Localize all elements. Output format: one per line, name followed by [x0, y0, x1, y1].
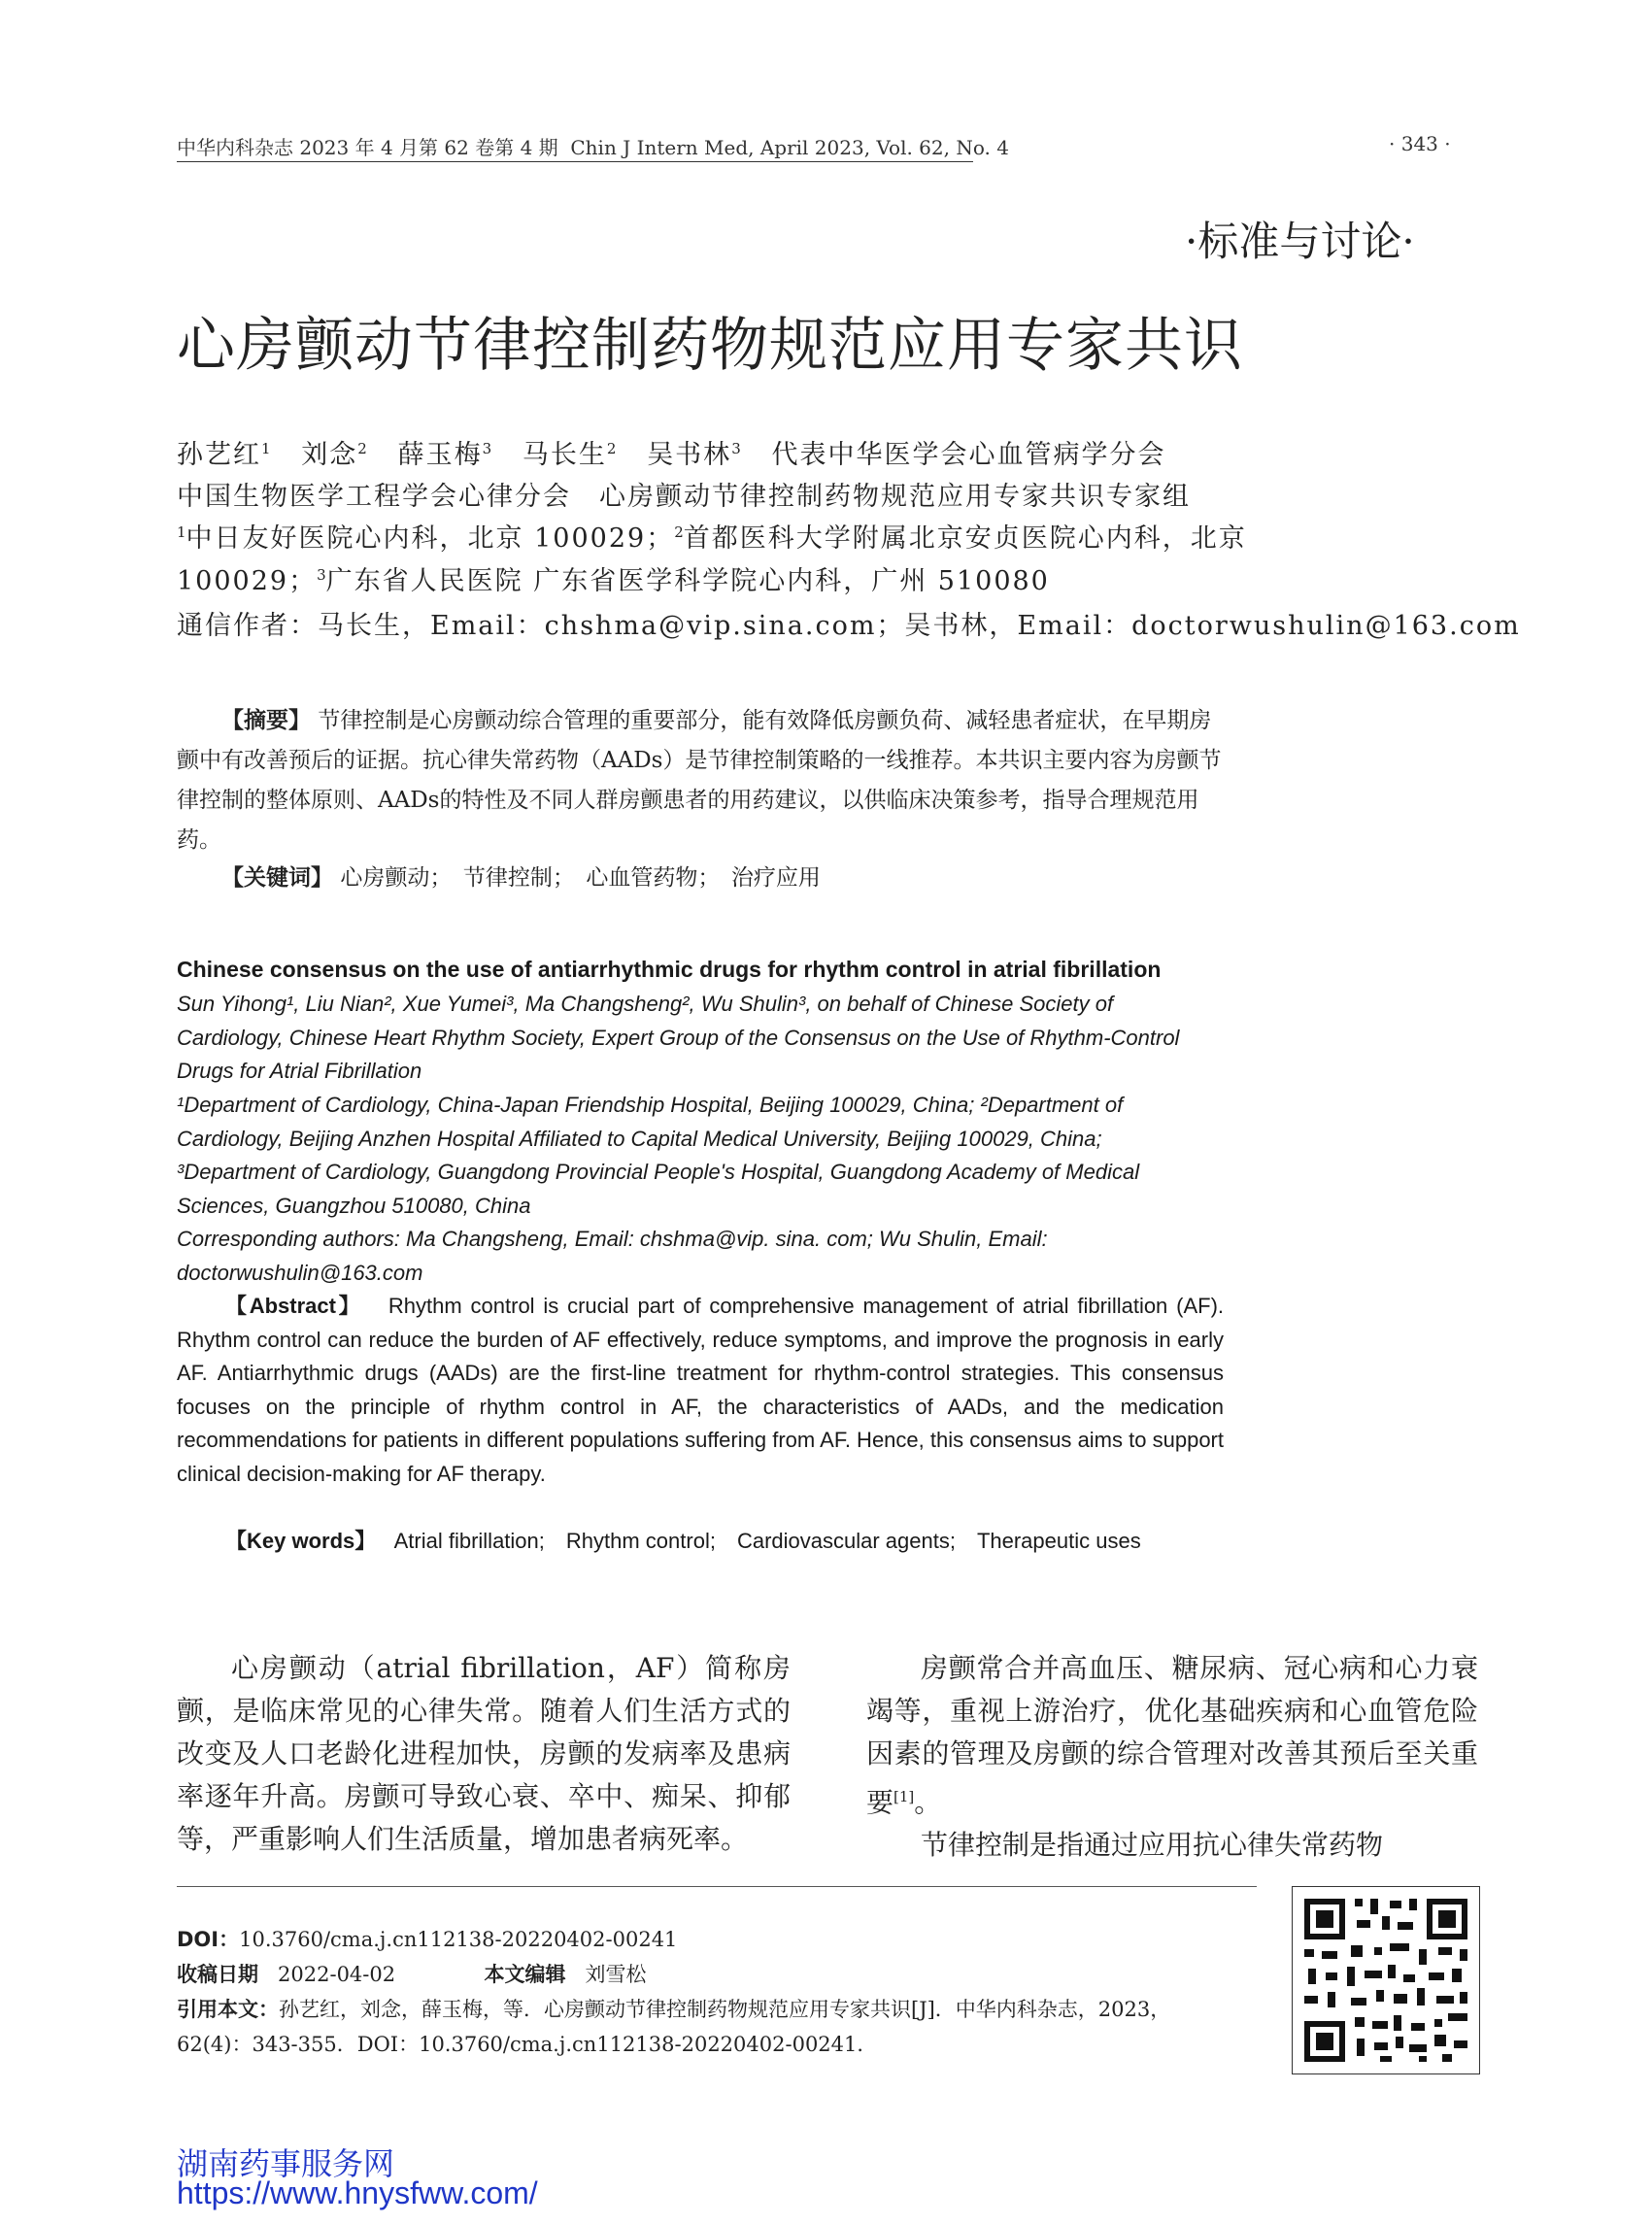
corresponding-cn: 通信作者：马长生，Email：chshma@vip.sina.com；吴书林，Email：doctorwushulin@163.com: [177, 611, 1521, 641]
doi-link[interactable]: 10.3760/cma.j.cn112138-20220402-00241: [239, 1928, 678, 1951]
watermark-site: 湖南药事服务网: [177, 2146, 395, 2181]
keywords-label: 【关键词】: [221, 865, 333, 891]
page-number: · 343 ·: [1389, 132, 1451, 155]
keywords-cn: [177, 859, 1226, 898]
abstract-cn: [177, 701, 1226, 860]
journal-en: Chin J Intern Med, April 2023, Vol. 62, No. 4: [570, 136, 1009, 159]
column-tag: ·标准与讨论·: [1185, 218, 1415, 265]
author-name: 薛玉梅: [397, 440, 483, 470]
abstract-label-en: 【Abstract】: [225, 1294, 363, 1318]
english-authors: Sun Yihong¹, Liu Nian², Xue Yumei³, Ma Changsheng², Wu Shulin³, on behalf of Chinese Society of Cardiology, Chinese Heart Rhythm Society, Expert Group of the Consensus on the Use of Rhythm-Control Drugs for Atrial Fibrillation: [177, 992, 1180, 1083]
body-column-left: [177, 1647, 791, 1861]
citation-line: 引用本文：孙艺红，刘念，薛玉梅，等．心房颤动节律控制药物规范应用专家共识[J]．中华内科杂志，2023，: [177, 1998, 1171, 2021]
english-title: Chinese consensus on the use of antiarrhythmic drugs for rhythm control in atrial fibrillation: [177, 957, 1162, 982]
abstract-text: 节律控制是心房颤动综合管理的重要部分，能有效降低房颤负荷、减轻患者症状，在早期房颤中有改善预后的证据。抗心律失常药物（AADs）是节律控制策略的一线推荐。本共识主要内容为房颤节律控制的整体原则、AADs的特性及不同人群房颤患者的用药建议，以供临床决策参考，指导合理规范用药。: [177, 708, 1222, 853]
paragraph: 心房颤动（atrial fibrillation，AF）简称房颤，是临床常见的心律失常。随着人们生活方式的改变及人口老龄化进程加快，房颤的发病率及患病率逐年升高。房颤可导致心衰、卒中、痴呆、抑郁等，严重影响人们生活质量，增加患者病死率。: [177, 1652, 791, 1855]
page-title: 心房颤动节律控制药物规范应用专家共识: [177, 312, 1243, 380]
footer-rule: [177, 1886, 1257, 1887]
author-name: 吴书林: [647, 440, 732, 470]
on-behalf: 代表中华医学会心血管病学分会: [771, 440, 1166, 470]
english-keywords: [177, 1525, 1224, 1559]
qr-code[interactable]: [1292, 1886, 1480, 2074]
body-column-right: [866, 1647, 1478, 1867]
author-name: 马长生: [522, 440, 607, 470]
paragraph: 节律控制是指通过应用抗心律失常药物: [921, 1829, 1384, 1862]
journal-cn: 中华内科杂志 2023 年 4 月第 62 卷第 4 期: [177, 136, 558, 159]
english-affiliations: ¹Department of Cardiology, China-Japan Friendship Hospital, Beijing 100029, China; ²Department of Cardiology, Beijing Anzhen Hospital Affiliated to Capital Medical University, Beijing 100029, China; ³Department of Cardiology, Guangdong Provincial People's Hospital, Guangdong Academy of Medical Sciences, Guangzhou 510080, China: [177, 1093, 1140, 1218]
english-corresponding: Corresponding authors: Ma Changsheng, Email: chshma@vip. sina. com; Wu Shulin, Email: doctorwushulin@163.com: [177, 1227, 1048, 1285]
affiliation-line: 100029；$^3$广东省人民医院 广东省医学科学院心内科，广州 510080: [177, 566, 1050, 596]
keywords-label-en: 【Key words】: [225, 1529, 377, 1553]
author-name: 孙艺红: [177, 440, 261, 470]
keywords-text-en: Atrial fibrillation; Rhythm control; Cardiovascular agents; Therapeutic uses: [393, 1529, 1141, 1553]
running-header: [177, 132, 1009, 160]
author-name: 刘念: [301, 440, 358, 470]
on-behalf-line: 中国生物医学工程学会心律分会 心房颤动节律控制药物规范应用专家共识专家组: [177, 482, 1191, 512]
qr-code-icon: [1293, 1887, 1479, 2073]
affiliation-line: $^1$中日友好医院心内科，北京 100029；$^2$首都医科大学附属北京安贞医院心内科，北京: [177, 523, 1247, 554]
watermark-url[interactable]: https://www.hnysfww.com/: [177, 2175, 538, 2210]
received-line: 收稿日期 2022-04-02 本文编辑 刘雪松: [177, 1963, 647, 1986]
keywords-text: 心房颤动； 节律控制； 心血管药物； 治疗应用: [340, 865, 821, 891]
reference-marker: [1]: [893, 1788, 915, 1805]
paragraph: 房颤常合并高血压、糖尿病、冠心病和心力衰竭等，重视上游治疗，优化基础疾病和心血管危险因素的管理及房颤的综合管理对改善其预后至关重要[1]。: [866, 1652, 1478, 1819]
abstract-text-en: Rhythm control is crucial part of comprehensive management of atrial fibrillation (AF). Rhythm control can reduce the burden of AF effectively, reduce symptoms, and improve the prognosis in early AF. Antiarrhythmic drugs (AADs) are the first-line treatment for rhythm-control strategies. This consensus focuses on the principle of rhythm control in AF, the characteristics of AADs, and the medication recommendations for patients in different populations suffering from AF. Hence, this consensus aims to support clinical decision-making for AF therapy.: [177, 1294, 1225, 1486]
header-rule: [177, 161, 973, 162]
english-abstract: [177, 1290, 1224, 1491]
abstract-label: 【摘要】: [221, 708, 311, 733]
doi-line: DOI：10.3760/cma.j.cn112138-20220402-00241: [177, 1928, 678, 1951]
author-list-cn: 孙艺红$^1$ 刘念$^2$ 薛玉梅$^3$ 马长生$^2$ 吴书林$^3$ 代表中华医学会心血管病学分会: [177, 440, 1166, 470]
citation-line-2: 62(4)：343-355．DOI：10.3760/cma.j.cn112138-20220402-00241．: [177, 2033, 878, 2056]
